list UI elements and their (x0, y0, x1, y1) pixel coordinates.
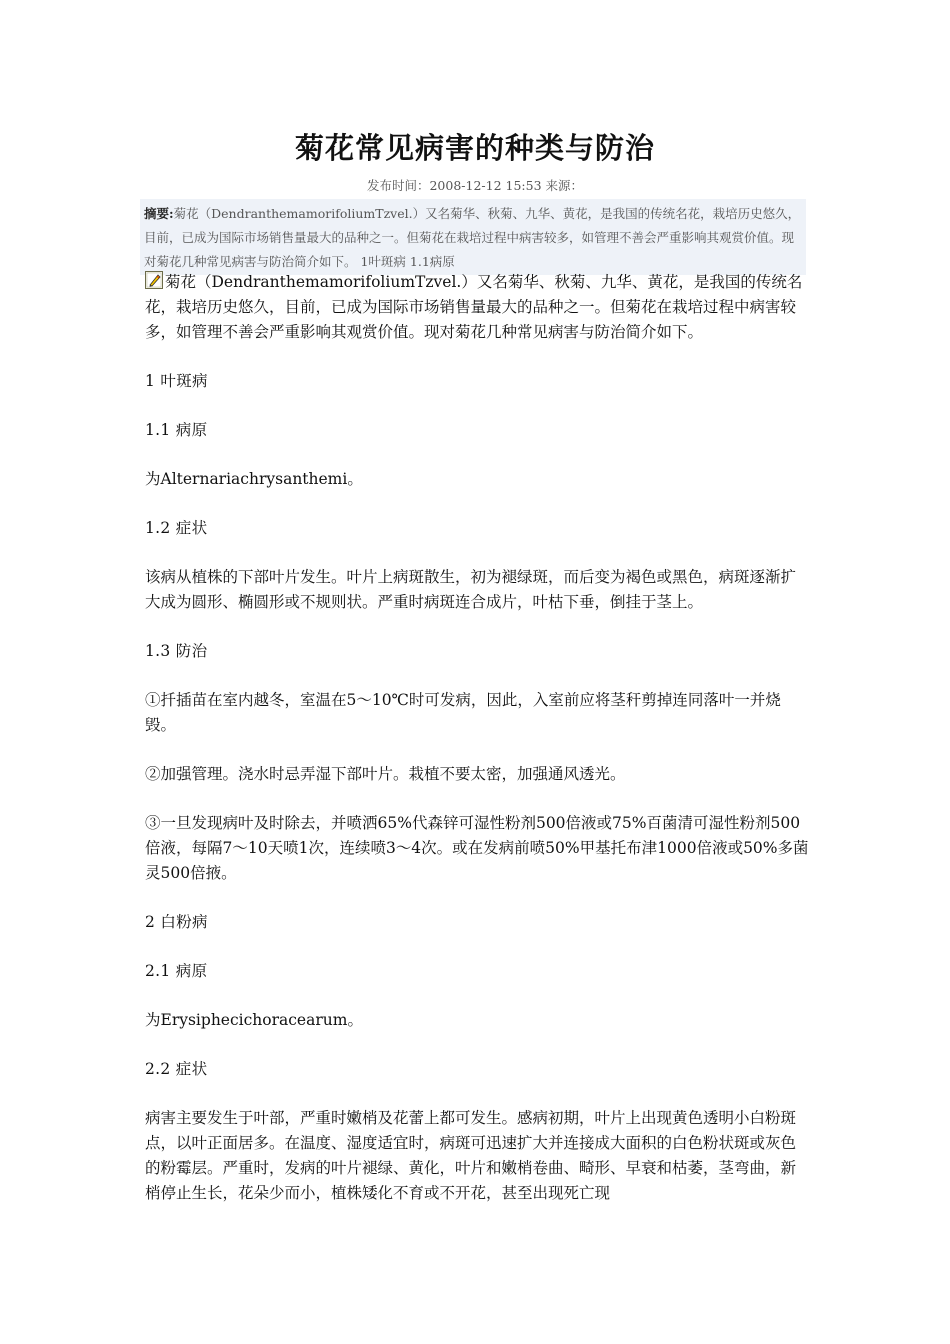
intro-text: 菊花（DendranthemamorifoliumTzvel.）又名菊华、秋菊、九华、黄花，是我国的传统名花，栽培历史悠久，目前，已成为国际市场销售量最大的品种之一。但菊花在栽培过程中病害较多，如管理不善会严重影响其观赏价值。现对菊花几种常见病害与防治简介如下。 (145, 273, 803, 341)
article-body (145, 270, 810, 1230)
symptom-paragraph-1: 该病从植株的下部叶片发生。叶片上病斑散生，初为褪绿斑，而后变为褐色或黑色，病斑逐渐扩大成为圆形、椭圆形或不规则状。严重时病斑连合成片，叶枯下垂，倒挂于茎上。 (145, 568, 797, 611)
summary-text: 菊花（DendranthemamorifoliumTzvel.）又名菊华、秋菊、九华、黄花，是我国的传统名花，栽培历史悠久，目前，已成为国际市场销售量最大的品种之一。但菊花在栽培过程中病害较多，如管理不善会严重影响其观赏价值。现对菊花几种常见病害与防治简介如下。 1叶斑病 1.1病原 (144, 206, 801, 269)
publish-info: 发布时间：2008-12-12 15:53 来源： (366, 178, 584, 193)
subsection-heading-1-1: 1.1 病原 (145, 421, 208, 439)
subsection-heading-2-1: 2.1 病原 (145, 962, 208, 980)
summary-label: 摘要: (144, 206, 174, 221)
subsection-heading-1-2: 1.2 症状 (145, 519, 208, 537)
subsection-heading-2-2: 2.2 症状 (145, 1060, 208, 1078)
pathogen-paragraph-1: 为Alternariachrysanthemi。 (145, 470, 363, 488)
symptom-paragraph-2: 病害主要发生于叶部，严重时嫩梢及花蕾上都可发生。感病初期，叶片上出现黄色透明小白粉斑点，以叶正面居多。在温度、湿度适宜时，病斑可迅速扩大并连接成大面积的白色粉状斑或灰色的粉霉层。严重时，发病的叶片褪绿、黄化，叶片和嫩梢卷曲、畸形、早衰和枯萎，茎弯曲，新梢停止生长，花朵少而小，植株矮化不育或不开花，甚至出现死亡现 (145, 1109, 797, 1202)
section-heading-2: 2 白粉病 (145, 913, 208, 931)
subsection-heading-1-3: 1.3 防治 (145, 642, 208, 660)
summary-box (140, 199, 806, 275)
section-heading-1: 1 叶斑病 (145, 372, 208, 390)
edit-document-icon (145, 271, 163, 289)
control-step-3: ③一旦发现病叶及时除去，并喷洒65%代森锌可湿性粉剂500倍液或75%百菌清可湿性粉剂500倍液，每隔7～10天喷1次，连续喷3～4次。或在发病前喷50%甲基托布津1000倍液或50%多菌灵500倍掖。 (145, 814, 809, 882)
article-title: 菊花常见病害的种类与防治 (294, 131, 655, 165)
intro-paragraph (145, 270, 810, 345)
control-step-2: ②加强管理。浇水时忌弄湿下部叶片。栽植不要太密，加强通风透光。 (145, 765, 626, 783)
control-step-1: ①扦插苗在室内越冬，室温在5～10℃时可发病，因此，入室前应将茎秆剪掉连同落叶一并烧毁。 (145, 691, 781, 734)
pathogen-paragraph-2: 为Erysiphecichoracearum。 (145, 1011, 363, 1029)
